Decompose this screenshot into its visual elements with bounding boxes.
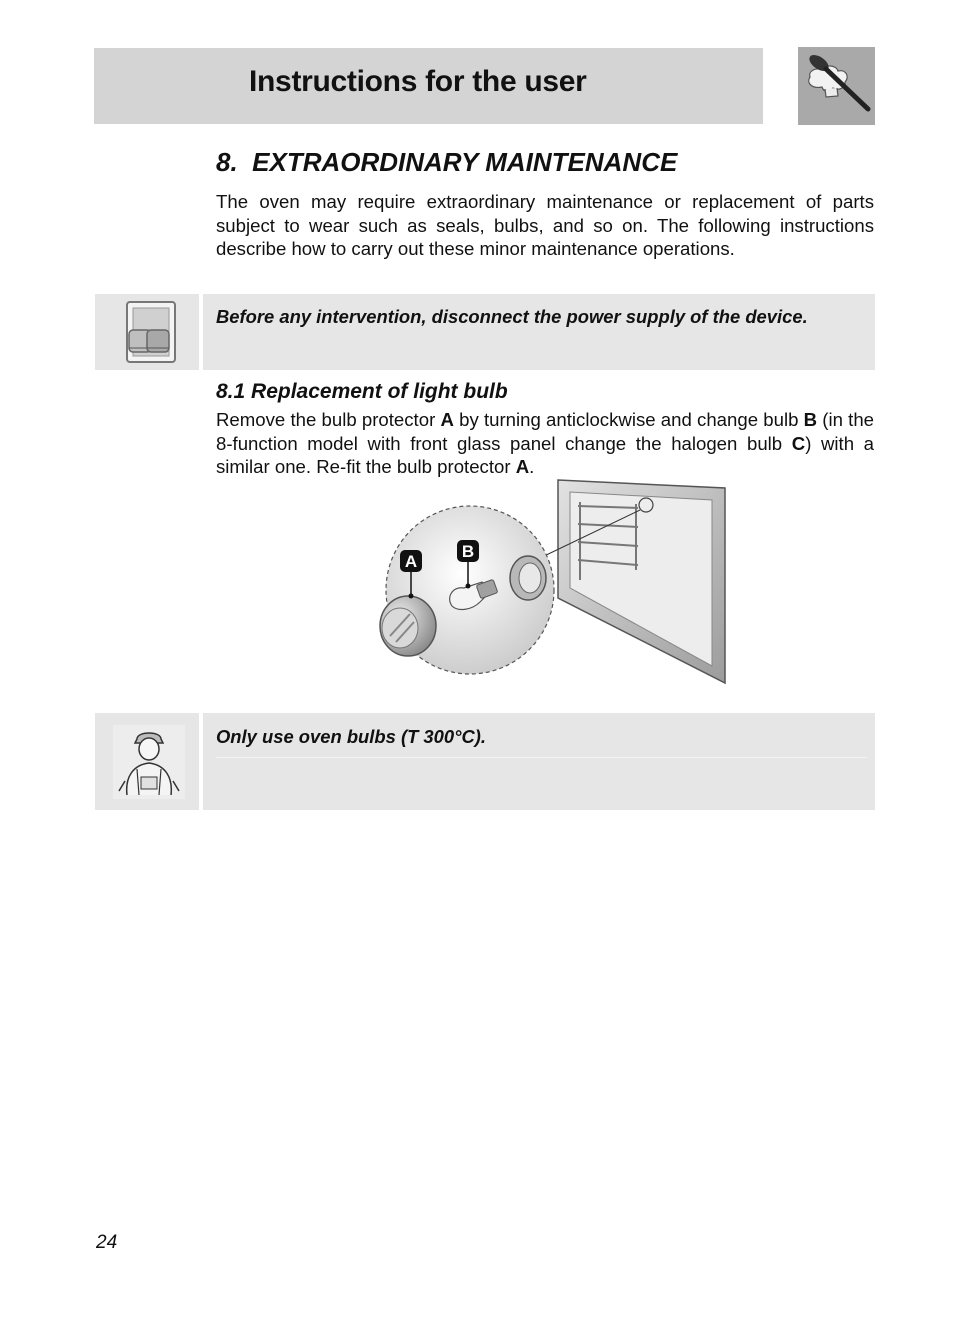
note-icon-cell — [95, 713, 203, 810]
warning-icon-cell — [95, 294, 203, 370]
note-box — [95, 713, 875, 810]
chef-spoon-icon — [798, 47, 875, 125]
page-number: 24 — [96, 1232, 118, 1253]
header-bar — [94, 48, 763, 124]
page-title: Instructions for the user — [249, 65, 587, 98]
figure-label-a: A — [404, 552, 418, 571]
technician-icon — [113, 725, 185, 799]
part-label-a-refit: A — [515, 456, 530, 477]
bulb-replacement-illustration — [360, 478, 730, 703]
section-title — [216, 147, 677, 178]
part-label-c: C — [791, 432, 806, 454]
warning-text: Before any intervention, disconnect the power supply of the device. — [216, 306, 808, 327]
warning-box — [95, 294, 875, 370]
power-socket-icon — [125, 300, 177, 364]
section-number: 8. — [216, 147, 238, 177]
note-divider — [216, 757, 867, 758]
part-label-b: B — [803, 409, 818, 430]
intro-paragraph: The oven may require extraordinary maintenance or replacement of parts subject to wear such as seals, bulbs, and so on. The following instructions describe how to carry out these minor maintenance operations. — [216, 191, 874, 259]
figure-label-b: B — [461, 542, 475, 561]
section-heading: EXTRAORDINARY MAINTENANCE — [252, 147, 678, 177]
subsection-paragraph: Remove the bulb protector A by turning anticlockwise and change bulb B (in the 8-function model with front glass panel change the halogen bulb C) with a similar one. Re-fit the bulb protector A. — [216, 409, 875, 477]
part-label-a: A — [440, 409, 454, 430]
note-text: Only use oven bulbs (T 300°C). — [216, 726, 486, 747]
subsection-title: 8.1 Replacement of light bulb — [216, 380, 508, 403]
